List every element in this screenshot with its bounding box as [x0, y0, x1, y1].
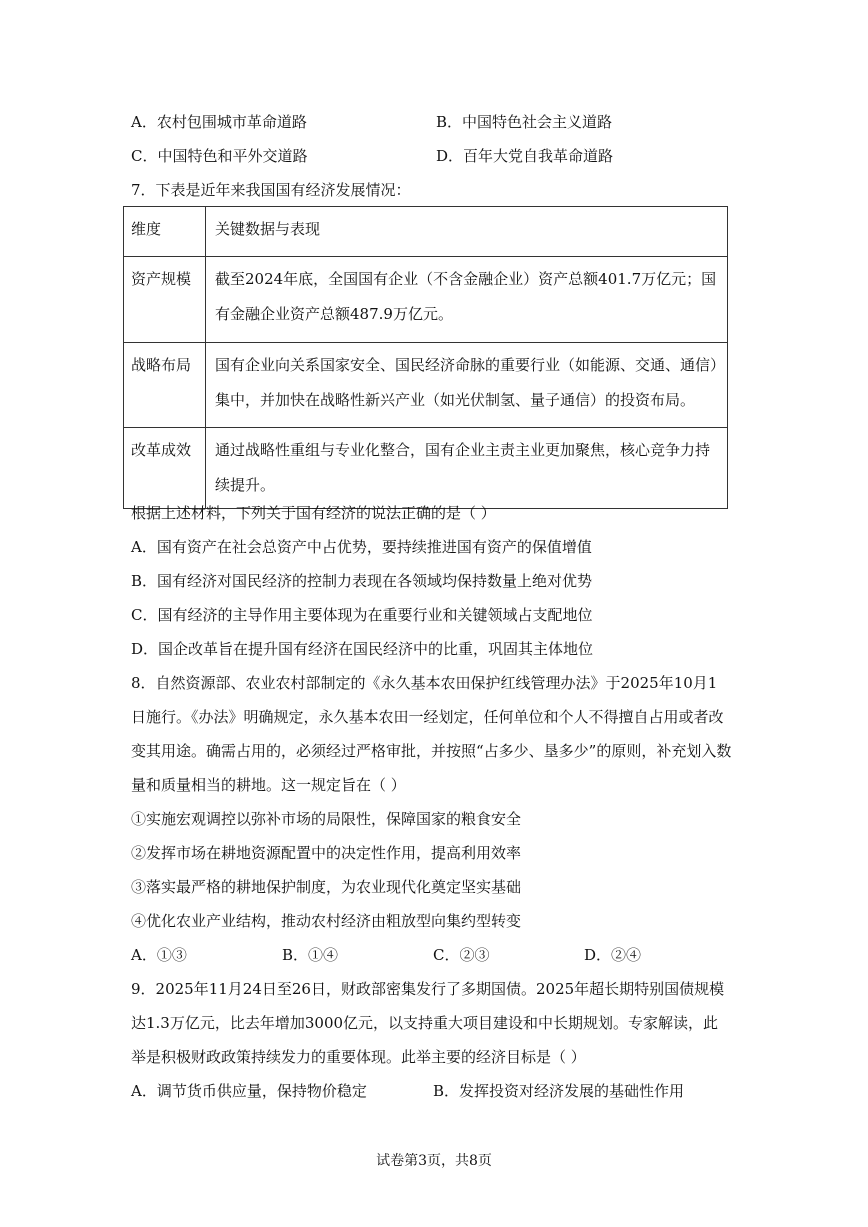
q7-stem: 7．下表是近年来我国国有经济发展情况： — [131, 181, 411, 199]
page-footer: 试卷第3页，共8页 — [376, 1153, 492, 1169]
table-value-cell: 国有企业向关系国家安全、国民经济命脉的重要行业（如能源、交通、通信）集中，并加快在战略性新兴产业（如光伏制氢、量子通信）的投资布局。 — [206, 343, 728, 428]
table-value-cell: 通过战略性重组与专业化整合，国有企业主责主业更加聚焦，核心竞争力持续提升。 — [206, 428, 728, 509]
q6-option-a: A．农村包围城市革命道路 — [131, 113, 307, 131]
table-value-cell: 截至2024年底，全国国有企业（不含金融企业）资产总额401.7万亿元；国有金融企业资产总额487.9万亿元。 — [206, 257, 728, 343]
table-dim-cell: 战略布局 — [124, 343, 206, 428]
q7-question: 根据上述材料，下列关于国有经济的说法正确的是（ ） — [131, 504, 496, 522]
q9-stem-line: 达1.3万亿元，比去年增加3000亿元，以支持重大项目建设和中长期规划。专家解读，此 — [131, 1014, 719, 1032]
table-header-cell: 关键数据与表现 — [206, 207, 728, 257]
q7-option-c: C．国有经济的主导作用主要体现为在重要行业和关键领域占支配地位 — [131, 606, 593, 624]
q6-option-c: C．中国特色和平外交道路 — [131, 147, 308, 165]
table-row — [124, 428, 728, 509]
q8-statement-2: ②发挥市场在耕地资源配置中的决定性作用，提高利用效率 — [131, 844, 522, 862]
q8-statement-3: ③落实最严格的耕地保护制度，为农业现代化奠定坚实基础 — [131, 878, 522, 896]
table-dim-cell: 资产规模 — [124, 257, 206, 343]
q8-choice-d: D．②④ — [584, 946, 642, 964]
table-header-cell: 维度 — [124, 207, 206, 257]
q9-option-a: A．调节货币供应量，保持物价稳定 — [131, 1082, 367, 1100]
q7-option-a: A．国有资产在社会总资产中占优势，要持续推进国有资产的保值增值 — [131, 538, 592, 556]
q8-stem-line: 量和质量相当的耕地。这一规定旨在（ ） — [131, 776, 406, 794]
table-row — [124, 343, 728, 428]
q8-choice-c: C．②③ — [433, 946, 490, 964]
q8-statement-1: ①实施宏观调控以弥补市场的局限性，保障国家的粮食安全 — [131, 810, 522, 828]
q8-statement-4: ④优化农业产业结构，推动农村经济由粗放型向集约型转变 — [131, 912, 522, 930]
q6-option-d: D．百年大党自我革命道路 — [436, 147, 614, 165]
q7-data-table — [123, 206, 728, 509]
q8-stem-line: 日施行。《办法》明确规定，永久基本农田一经划定，任何单位和个人不得擅自占用或者改 — [131, 708, 724, 726]
table-row — [124, 257, 728, 343]
q8-stem-line: 变其用途。确需占用的，必须经过严格审批，并按照“占多少、垦多少”的原则，补充划入数 — [131, 742, 732, 760]
q8-choice-b: B．①④ — [282, 946, 339, 964]
q9-stem-line: 9．2025年11月24日至26日，财政部密集发行了多期国债。2025年超长期特别国债规模 — [131, 980, 725, 998]
table-dim-cell: 改革成效 — [124, 428, 206, 509]
q6-option-b: B．中国特色社会主义道路 — [436, 113, 613, 131]
q9-stem-line: 举是积极财政政策持续发力的重要体现。此举主要的经济目标是（ ） — [131, 1048, 586, 1066]
q9-option-b: B．发挥投资对经济发展的基础性作用 — [433, 1082, 685, 1100]
q7-option-b: B．国有经济对国民经济的控制力表现在各领域均保持数量上绝对优势 — [131, 572, 593, 590]
q8-choice-a: A．①③ — [131, 946, 187, 964]
table-header-row — [124, 207, 728, 257]
q7-option-d: D．国企改革旨在提升国有经济在国民经济中的比重，巩固其主体地位 — [131, 640, 594, 658]
q8-stem-line: 8．自然资源部、农业农村部制定的《永久基本农田保护红线管理办法》于2025年10月1 — [131, 674, 718, 692]
